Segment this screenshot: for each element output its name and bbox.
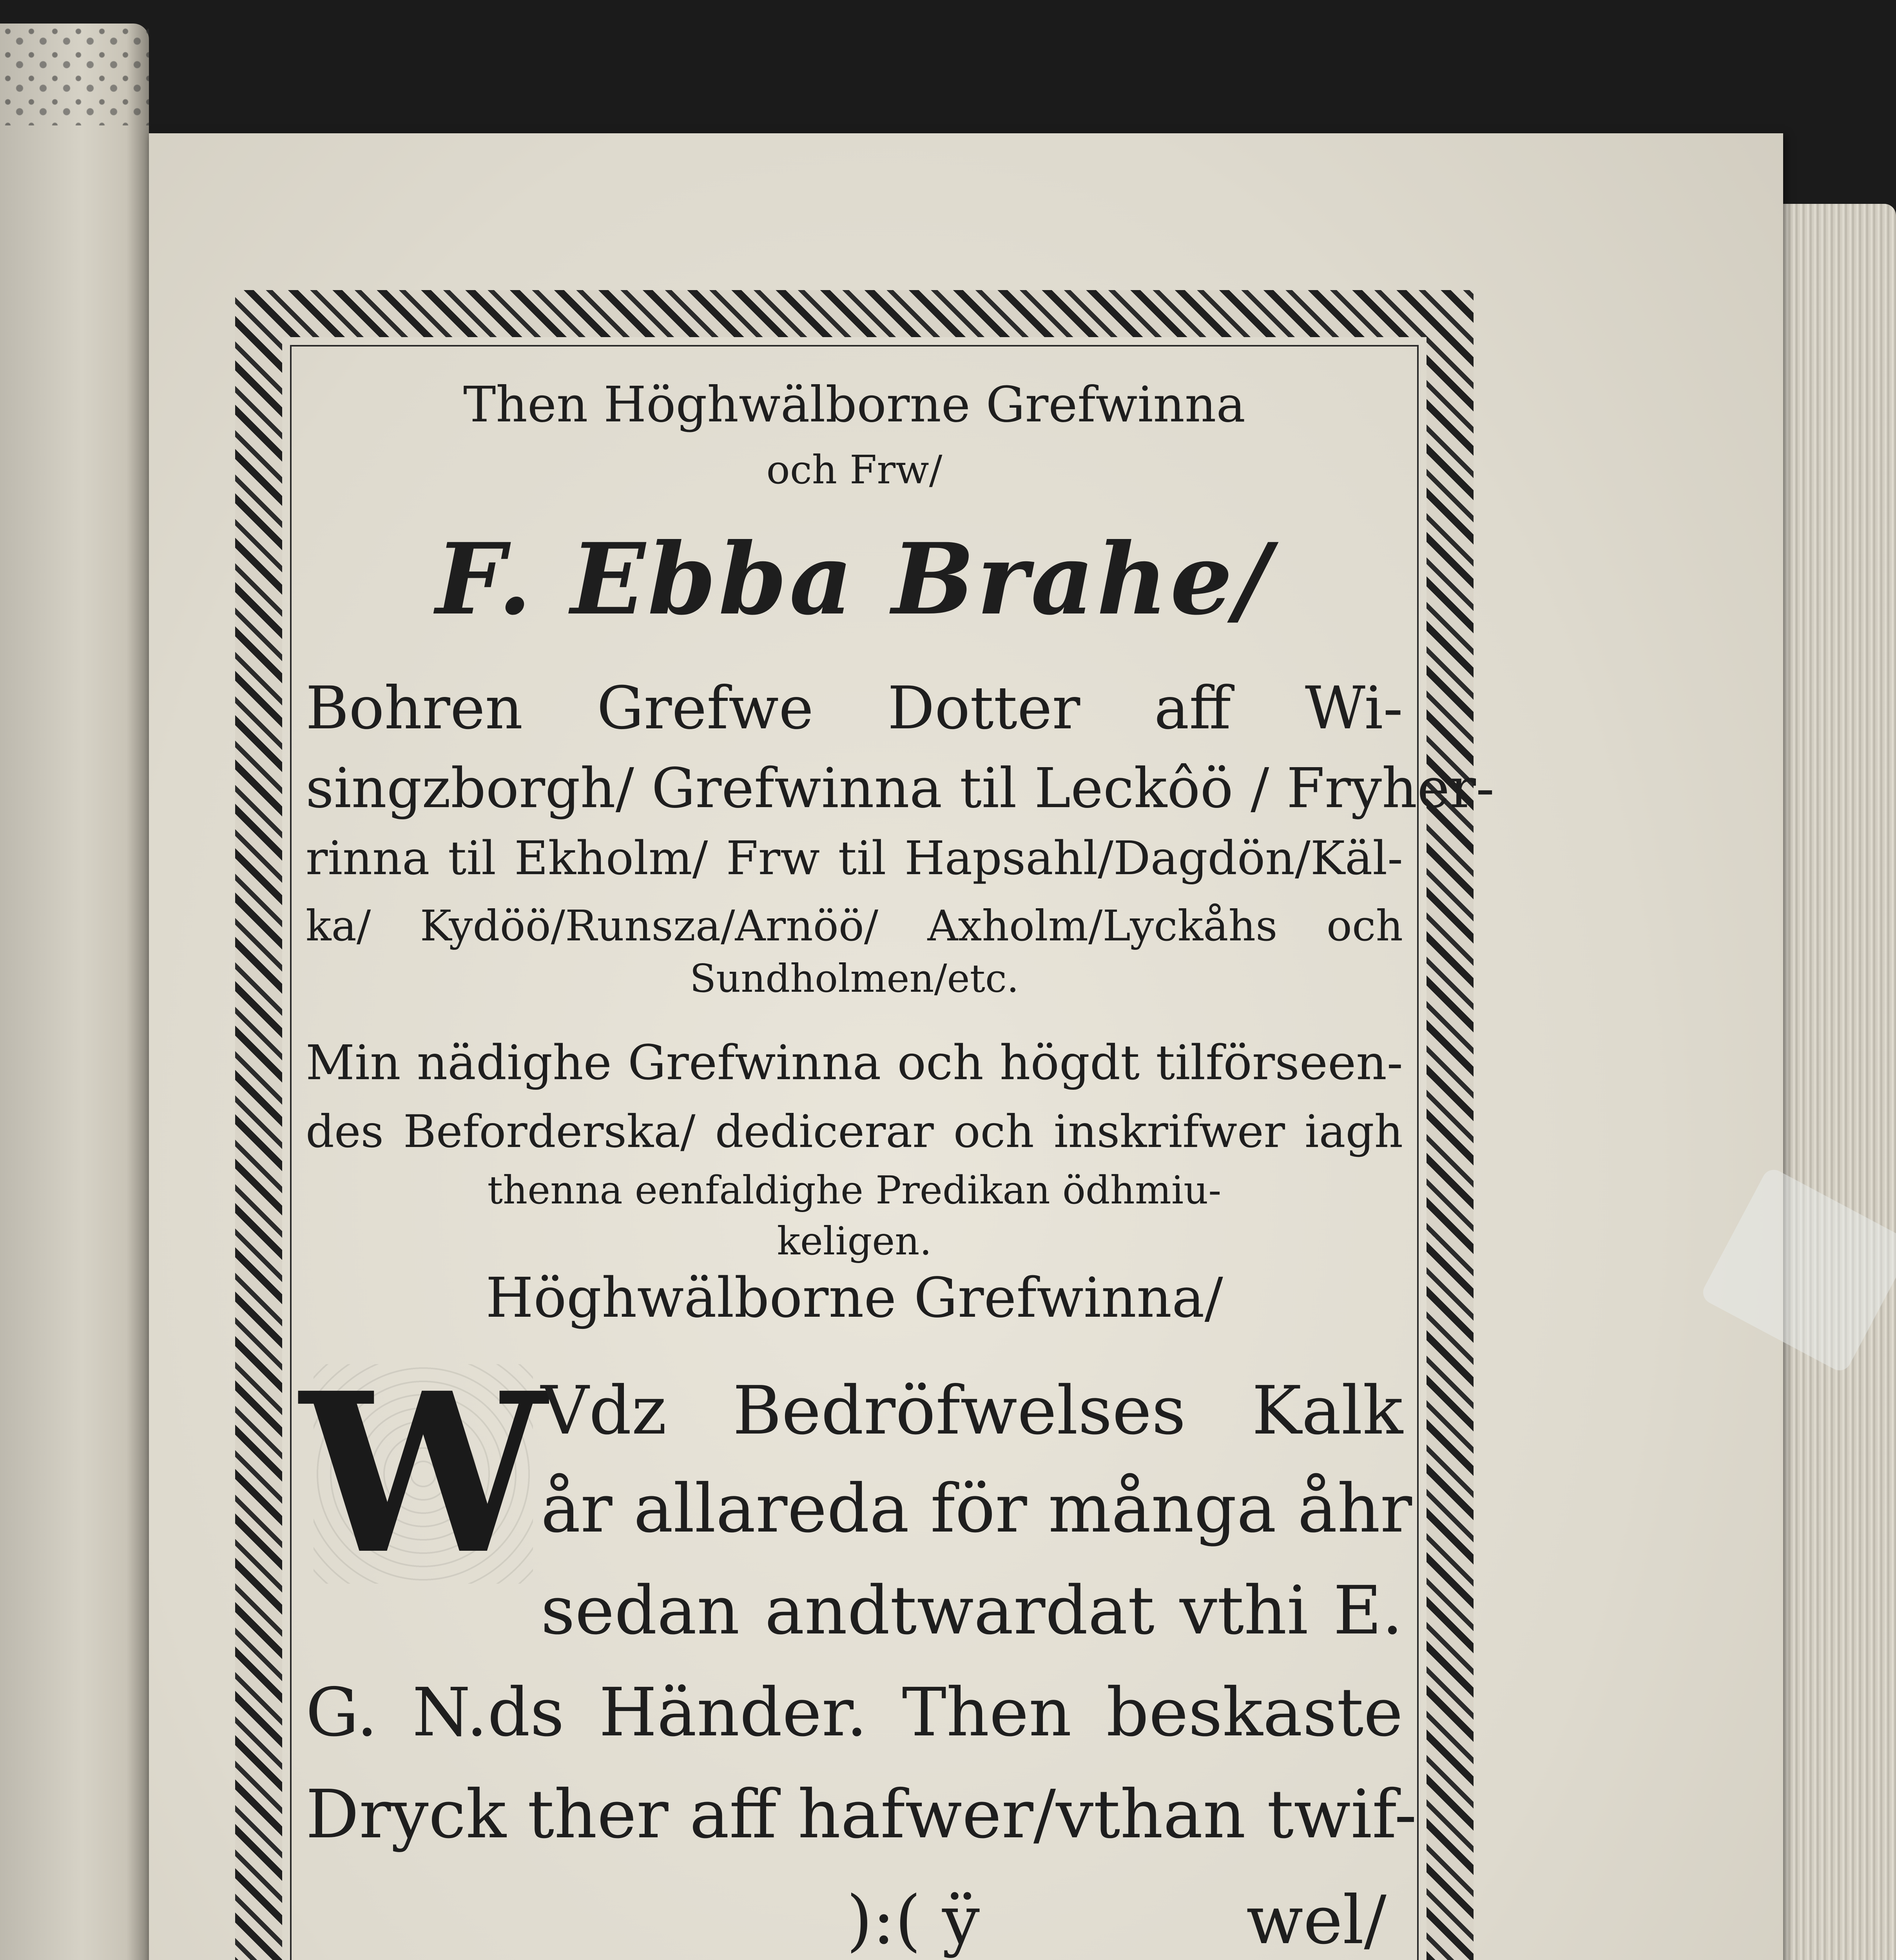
- title-line-4: ka/ Kydöö/Runsza/Arnöö/ Axholm/Lyckåhs och: [306, 902, 1403, 951]
- dedication-line-1: Min nädighe Grefwinna och högdt tilförseen-: [306, 1035, 1403, 1091]
- left-facing-page: [0, 24, 149, 1960]
- page-fore-edge: [1764, 204, 1896, 1960]
- dedication-line-2: des Beforderska/ dedicerar och inskrifwer iagh: [306, 1105, 1403, 1158]
- dedication-line-4: keligen.: [777, 1219, 932, 1264]
- signature-mark: ):( ÿ: [846, 1882, 980, 1959]
- title-line-3: rinna til Ekholm/ Frw til Hapsahl/Dagdön/Käl-: [306, 831, 1403, 885]
- heading-line-2: och Frw/: [766, 447, 943, 493]
- title-line-1: Bohren Grefwe Dotter aff Wi-: [306, 674, 1403, 742]
- decorated-initial: W: [300, 1345, 547, 1603]
- catchword: wel/: [1246, 1882, 1387, 1959]
- body-line-2: år allareda för många åhr: [541, 1470, 1412, 1548]
- left-page-ornament-top: [0, 24, 149, 125]
- body-line-3: sedan andtwardat vthi E.: [541, 1572, 1403, 1650]
- title-line-2: singzborgh/ Grefwinna til Leckôö / Fryher-: [306, 757, 1495, 820]
- heading-name: F. Ebba Brahe/: [435, 521, 1273, 637]
- body-line-4: G. N.ds Händer. Then beskaste: [306, 1674, 1403, 1751]
- dedication-line-3: thenna eenfaldighe Predikan ödhmiu-: [487, 1168, 1222, 1213]
- title-line-5: Sundholmen/etc.: [689, 956, 1019, 1001]
- heading-line-1: Then Höghwälborne Grefwinna: [463, 376, 1245, 433]
- body-line-1: Vdz Bedröfwelses Kalk: [541, 1372, 1403, 1450]
- body-line-5: Dryck ther aff hafwer/vthan twif-: [306, 1776, 1417, 1853]
- greeting: Höghwälborne Grefwinna/: [486, 1266, 1223, 1330]
